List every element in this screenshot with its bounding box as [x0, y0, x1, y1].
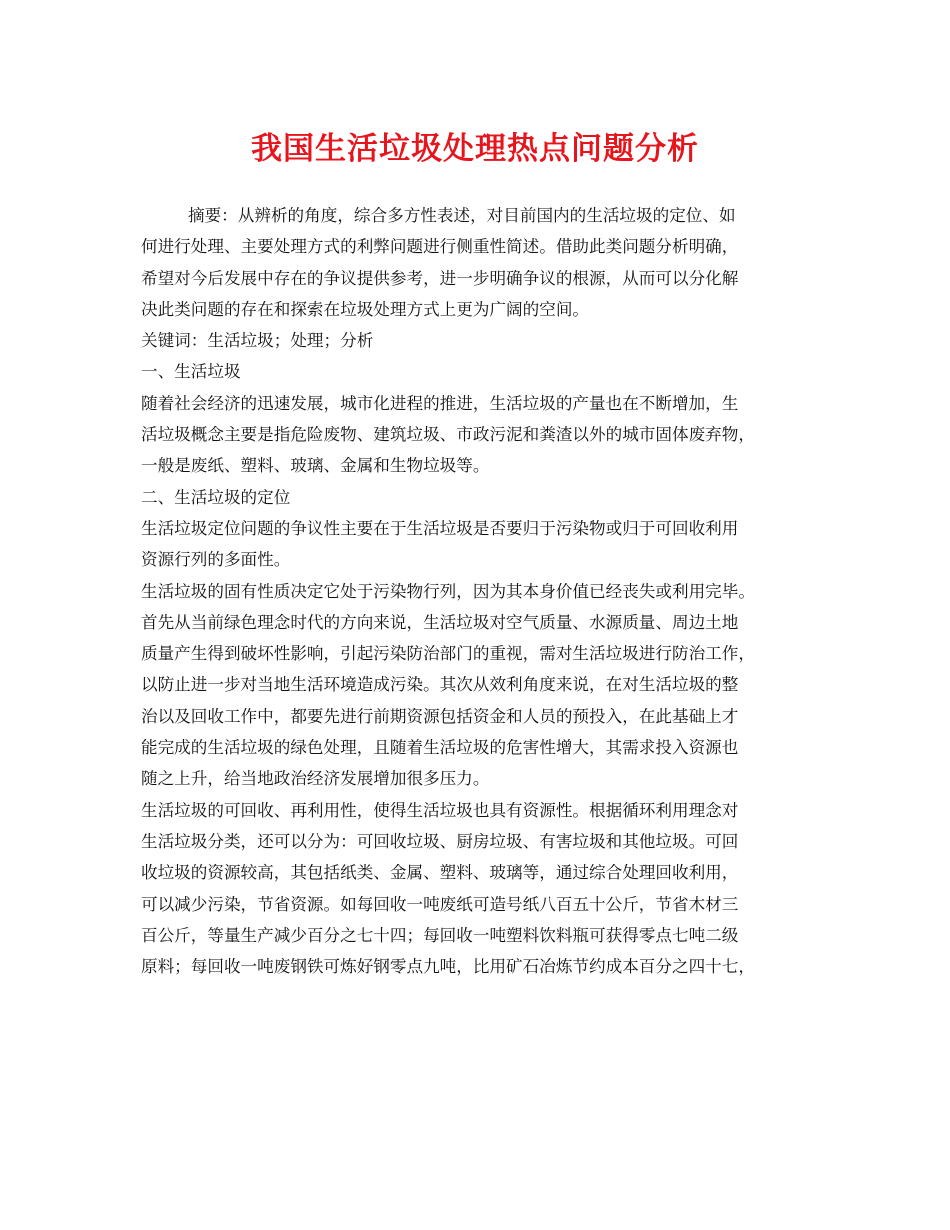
paragraph-line: 一般是废纸、塑料、玻璃、金属和生物垃圾等。	[141, 456, 490, 476]
paragraph-line: 随着社会经济的迅速发展，城市化进程的推进，生活垃圾的产量也在不断增加，生	[141, 393, 739, 413]
abstract-line: 决此类问题的存在和探索在垃圾处理方式上更为广阔的空间。	[141, 299, 590, 319]
keywords-line: 关键词：生活垃圾；处理；分析	[141, 331, 374, 351]
abstract-line: 希望对今后发展中存在的争议提供参考，进一步明确争议的根源，从而可以分化解	[141, 268, 739, 288]
abstract-line: 摘要：从辨析的角度，综合多方性表述，对目前国内的生活垃圾的定位、如	[188, 206, 736, 225]
paragraph-line: 可以减少污染，节省资源。如每回收一吨废纸可造号纸八百五十公斤，节省木材三	[141, 894, 739, 914]
paragraph-line: 治以及回收工作中，都要先进行前期资源包括资金和人员的预投入，在此基础上才	[141, 706, 739, 726]
paragraph-line: 资源行列的多面性。	[141, 550, 291, 570]
paragraph-line: 生活垃圾的固有性质决定它处于污染物行列，因为其本身价值已经丧失或利用完毕。	[141, 581, 755, 601]
paragraph-line: 随之上升，给当地政治经济发展增加很多压力。	[141, 769, 490, 789]
paragraph-line: 原料；每回收一吨废钢铁可炼好钢零点九吨，比用矿石冶炼节约成本百分之四十七，	[141, 957, 755, 977]
paragraph-line: 收垃圾的资源较高，其包括纸类、金属、塑料、玻璃等，通过综合处理回收利用，	[141, 863, 739, 883]
paragraph-line: 百公斤，等量生产减少百分之七十四；每回收一吨塑料饮料瓶可获得零点七吨二级	[141, 925, 739, 945]
paragraph-line: 以防止进一步对当地生活环境造成污染。其次从效利角度来说，在对生活垃圾的整	[141, 675, 739, 695]
section-heading-2: 二、生活垃圾的定位	[141, 487, 291, 507]
paragraph-line: 活垃圾概念主要是指危险废物、建筑垃圾、市政污泥和粪渣以外的城市固体废弃物，	[141, 425, 755, 445]
document-body	[141, 200, 821, 982]
paragraph-line: 能完成的生活垃圾的绿色处理，且随着生活垃圾的危害性增大，其需求投入资源也	[141, 738, 739, 758]
paragraph-line: 生活垃圾分类，还可以分为：可回收垃圾、厨房垃圾、有害垃圾和其他垃圾。可回	[141, 831, 739, 851]
section-heading-1: 一、生活垃圾	[141, 362, 241, 382]
paragraph-line: 生活垃圾的可回收、再利用性，使得生活垃圾也具有资源性。根据循环利用理念对	[141, 800, 739, 820]
paragraph-line: 质量产生得到破坏性影响，引起污染防治部门的重视，需对生活垃圾进行防治工作，	[141, 644, 755, 664]
abstract-line: 何进行处理、主要处理方式的利弊问题进行侧重性简述。借助此类问题分析明确，	[141, 237, 739, 257]
paragraph-line: 首先从当前绿色理念时代的方向来说，生活垃圾对空气质量、水源质量、周边土地	[141, 612, 739, 632]
document-title: 我国生活垃圾处理热点问题分析	[251, 131, 699, 167]
paragraph-line: 生活垃圾定位问题的争议性主要在于生活垃圾是否要归于污染物或归于可回收利用	[141, 518, 739, 538]
